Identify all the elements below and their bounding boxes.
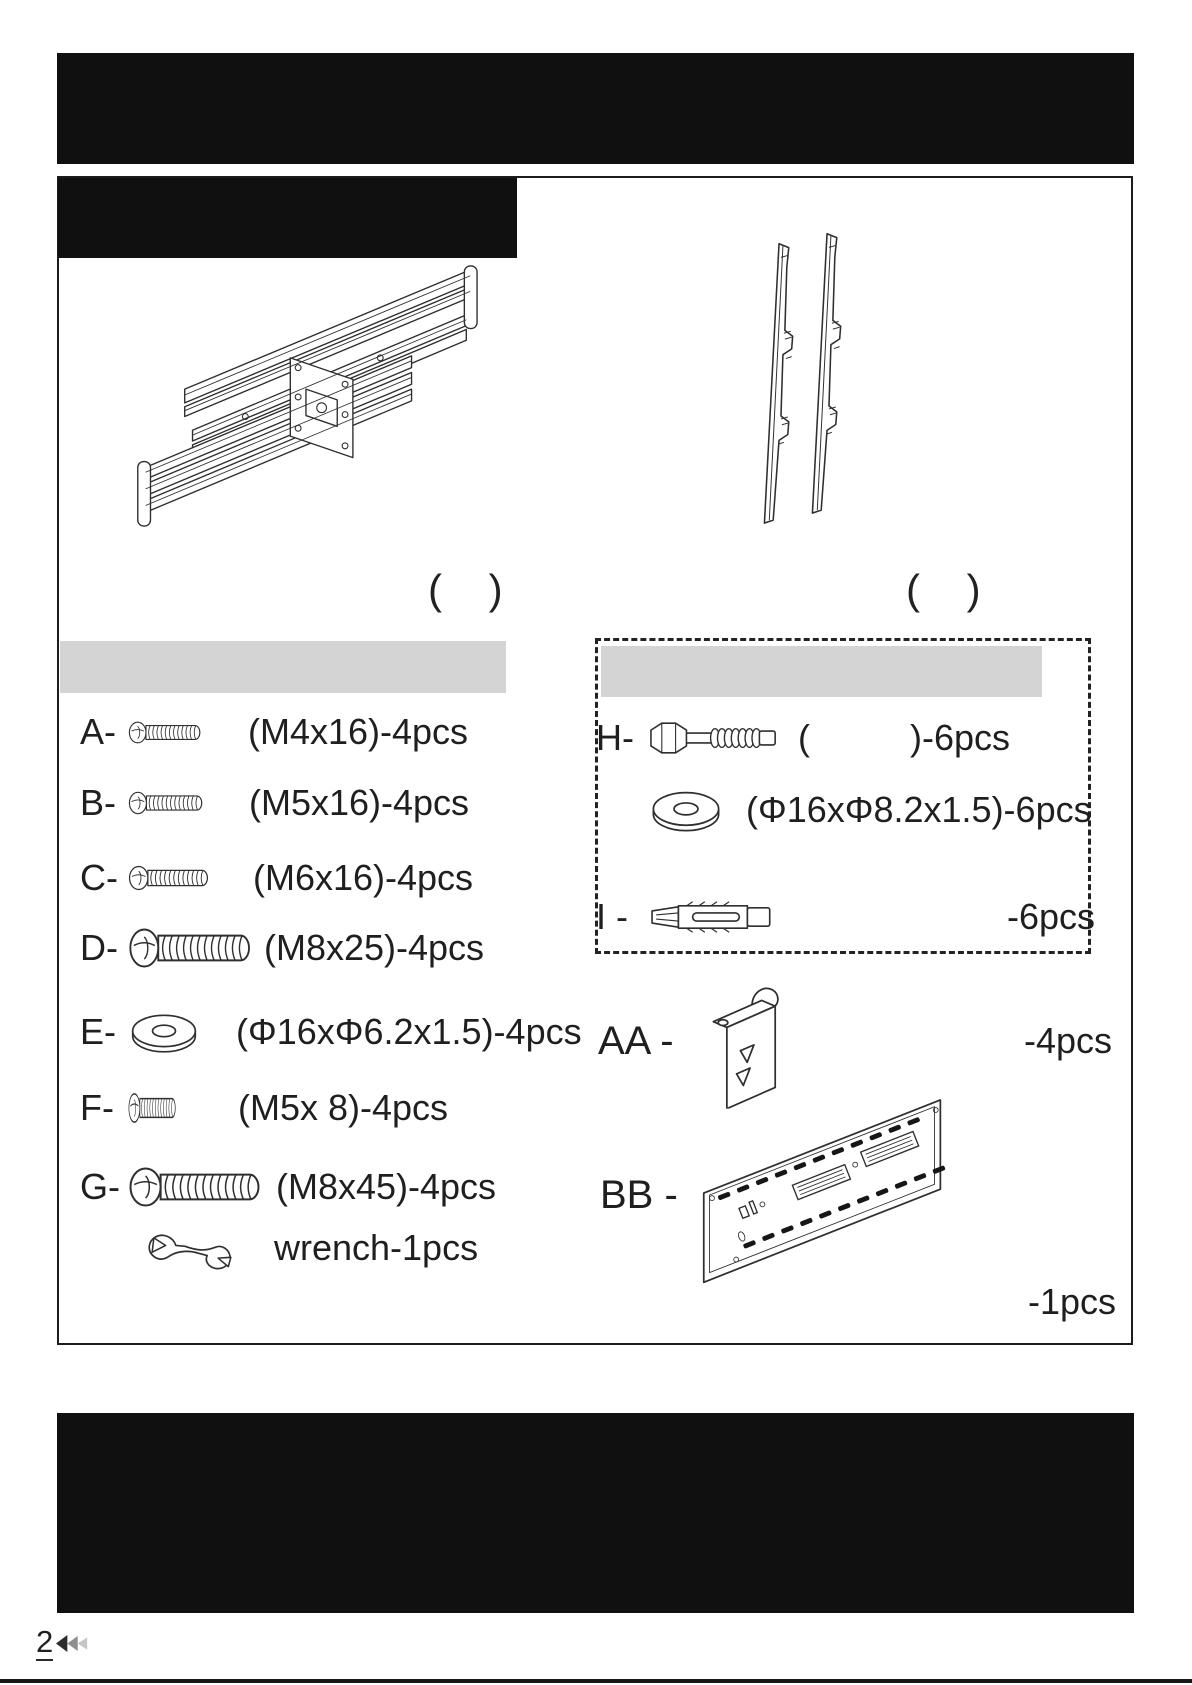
washer-icon [648,785,724,835]
part-spec: (Φ16xΦ6.2x1.5)-4pcs [236,1011,582,1052]
part-id: C- [80,857,118,898]
part-id: E- [80,1011,116,1052]
part-row-f [80,1080,448,1136]
part-id: AA - [598,1018,674,1063]
part-spec: (M8x25)-4pcs [264,927,485,968]
part-spec: (Φ16xΦ8.2x1.5)-6pcs [746,789,1092,830]
washer-icon [128,1008,200,1056]
part-row-g [80,1159,496,1215]
parts-title-block [58,178,517,258]
wrench-icon [146,1226,248,1270]
hex-lag-bolt-icon [648,716,786,760]
part-row-c [80,850,473,906]
bottom-banner-black [57,1413,1134,1613]
part-row-h [596,710,1010,766]
page-back-arrows-icon [56,1635,90,1652]
bottom-rule [0,1679,1192,1683]
part-id: B- [80,782,116,823]
part-id: D- [80,927,118,968]
mount-arm-illustration [128,262,480,530]
part-id: A- [80,711,116,752]
part-id: BB - [600,1172,678,1217]
part-id: F- [80,1087,114,1128]
part-row-h-washer [596,782,1092,838]
part-spec: (M8x45)-4pcs [276,1166,497,1207]
part-row-bb [600,1083,1112,1307]
part-id: G- [80,1166,120,1207]
part-row-wrench [80,1220,478,1276]
machine-screw-icon [128,1166,266,1208]
part-spec: wrench-1pcs [274,1227,479,1268]
part-row-e [80,1004,582,1060]
hardware-title-bar-left [60,641,506,693]
part-spec: (M6x16)-4pcs [253,857,474,898]
part-spec: (M4x16)-4pcs [248,711,469,752]
part-qty: -4pcs [1023,1020,1112,1061]
part-id: H- [596,717,634,758]
machine-screw-icon [128,1092,178,1124]
part-id: I - [596,896,628,937]
page-number: 2 [36,1624,54,1659]
top-banner-black [57,53,1134,164]
part-row-b [80,775,469,831]
wall-plate-icon [696,1084,952,1306]
tv-brackets-illustration [756,224,852,526]
mount-caption: ( ) [428,566,503,613]
machine-screw-icon [128,785,206,821]
hardware-title-bar-right [601,646,1042,697]
part-spec: -6pcs [1006,896,1095,937]
part-spec: (M5x 8)-4pcs [238,1087,449,1128]
machine-screw-icon [128,716,204,749]
wall-anchor-icon [648,897,790,937]
part-spec: ( )-6pcs [798,717,1011,758]
brackets-caption: ( ) [906,566,981,613]
part-qty: -1pcs [1028,1281,1117,1322]
page-footer [36,1626,90,1661]
part-spec: (M5x16)-4pcs [249,782,470,823]
machine-screw-icon [128,859,212,897]
part-row-a [80,704,468,760]
part-row-i [596,889,1095,945]
machine-screw-icon [128,927,256,969]
part-row-d [80,920,484,976]
